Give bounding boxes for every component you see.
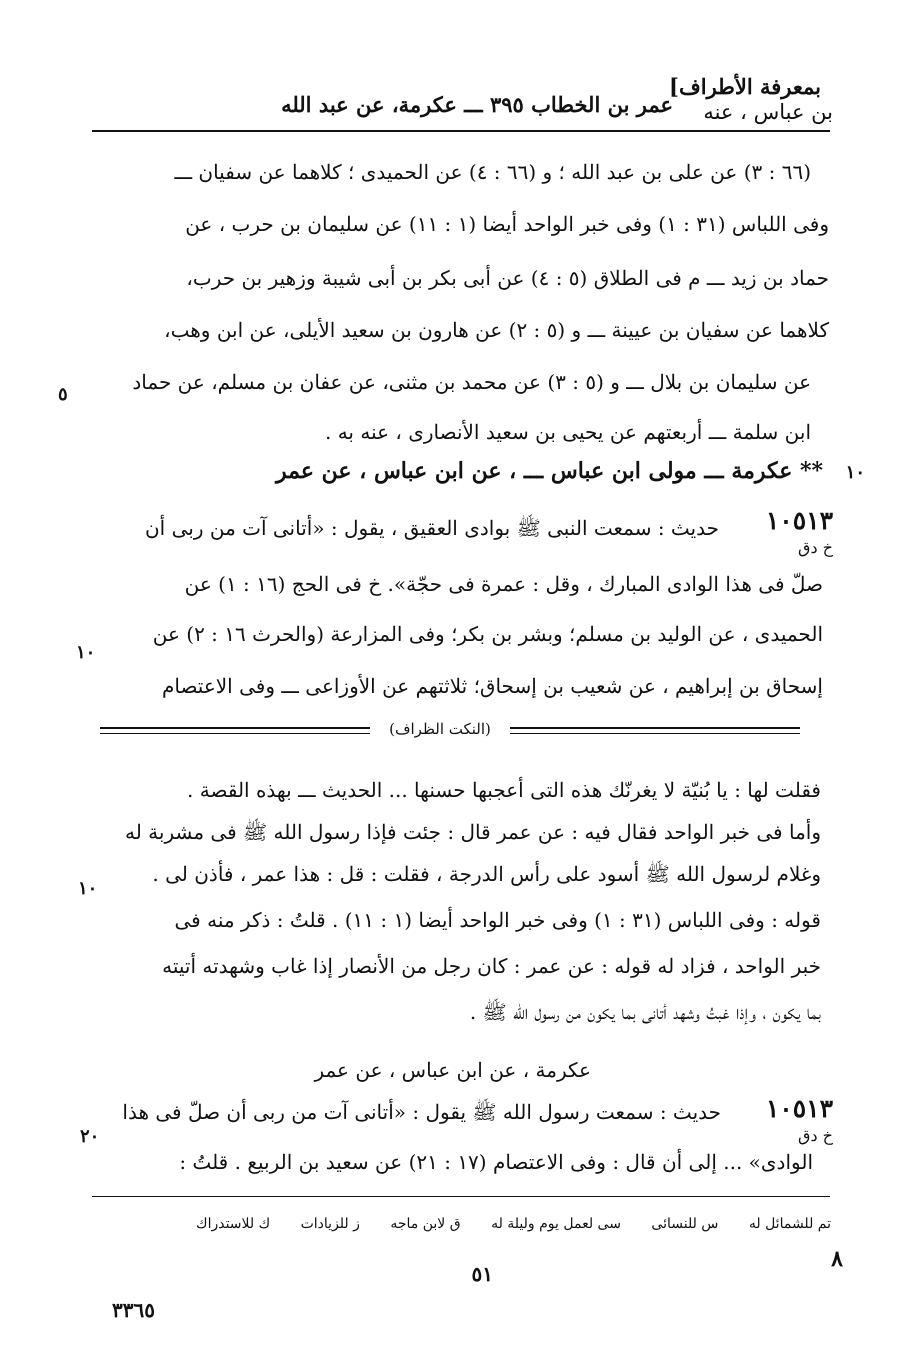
main-text-line: كلاهما عن سفيان بن عيينة ـــ و (٥ : ٢) عن هارون بن سعيد الأيلى، عن ابن وهب، [164, 318, 829, 342]
hadith-text-line: الوادى» ... إلى أن قال : وفى الاعتصام (١٧ : ٢١) عن سعيد بن الربيع . قلتُ : [179, 1150, 813, 1174]
abbr-item: ز للزيادات [300, 1216, 360, 1232]
page-number: ٥١ [471, 1262, 493, 1286]
note-text-line: وغلام لرسول الله ﷺ أسود على رأس الدرجة ، فقلت : قل : هذا عمر ، فأذن لى . [152, 862, 821, 886]
abbr-item: ق لابن ماجه [390, 1216, 461, 1232]
main-text-line: ابن سلمة ـــ أربعتهم عن يحيى بن سعيد الأنصارى ، عنه به . [324, 420, 811, 444]
note-text-line: بما يكون ، وإذا غبتُ وشهد أتانى بما يكون من رسول الله ﷺ . [469, 1000, 821, 1024]
abbreviation-legend [170, 1216, 831, 1233]
section-heading: ** عكرمة ـــ مولى ابن عباس ـــ ، عن ابن عباس ، عن عمر [276, 458, 823, 484]
hadith-number: ١٠٥١٣ [765, 1094, 833, 1123]
header-rule [92, 130, 830, 132]
hadith-codes: خ دق [798, 1126, 833, 1145]
hadith-number: ١٠٥١٣ [765, 506, 833, 535]
margin-line-number: ١٠ [845, 462, 865, 483]
main-text-line: عن سليمان بن بلال ـــ و (٥ : ٣) عن محمد بن مثنى، عن عفان بن مسلم، عن حماد [132, 370, 811, 394]
margin-line-number: ٢٠ [80, 1126, 100, 1147]
margin-line-number: ١٠ [78, 878, 98, 899]
note-text-line: قوله : وفى اللباس (٣١ : ١) وفى خبر الواحد أيضا (١ : ١١) . قلتُ : ذكر منه فى [174, 908, 821, 932]
volume-number: ٨ [831, 1246, 843, 1272]
footer-code: ٣٣٦٥ [112, 1298, 155, 1322]
footer-rule [92, 1196, 830, 1197]
hadith-text-line: حديث : سمعت رسول الله ﷺ يقول : «أتانى آت من ربى أن صلّ فى هذا [122, 1100, 721, 1124]
main-text-line: حماد بن زيد ـــ م فى الطلاق (٥ : ٤) عن أبى بكر بن أبى شيبة وزهير بن حرب، [186, 266, 829, 290]
hadith-text-line: حديث : سمعت النبى ﷺ بوادى العقيق ، يقول : «أتانى آت من ربى أن [144, 516, 719, 540]
abbr-item: تم للشمائل له [748, 1216, 831, 1232]
margin-line-number: ٥ [58, 384, 68, 405]
abbr-item: ك للاستدراك [196, 1216, 271, 1232]
abbr-item: س للنسائى [651, 1216, 719, 1232]
nukat-divider-label: (النكت الظراف) [370, 716, 510, 742]
margin-line-number: ١٠ [76, 642, 96, 663]
hadith-text-line: صلّ فى هذا الوادى المبارك ، وقل : عمرة فى حجّة». خ فى الحج (١٦ : ١) عن [184, 572, 823, 596]
header-book-title: بمعرفة الأطراف] [669, 74, 821, 99]
main-text-line: (٦٦ : ٣) عن على بن عبد الله ؛ و (٦٦ : ٤) عن الحميدى ؛ كلاهما عن سفيان ـــ [174, 160, 811, 184]
hadith-text-line: إسحاق بن إبراهيم ، عن شعيب بن إسحاق؛ ثلاثتهم عن الأوزاعى ـــ وفى الاعتصام [161, 674, 823, 698]
note-text-line: خبر الواحد ، فزاد له قوله : عن عمر : كان رجل من الأنصار إذا غاب وشهدته أتيته [162, 954, 821, 978]
main-text-line: وفى اللباس (٣١ : ١) وفى خبر الواحد أيضا (١ : ١١) عن سليمان بن حرب ، عن [185, 212, 829, 236]
note-text-line: فقلت لها : يا بُنيّة لا يغرنّك هذه التى أعجبها حسنها ... الحديث ـــ بهذه القصة . [187, 778, 821, 802]
section-heading: عكرمة ، عن ابن عباس ، عن عمر [314, 1058, 591, 1082]
hadith-text-line: الحميدى ، عن الوليد بن مسلم؛ وبشر بن بكر؛ وفى المزارعة (والحرث ١٦ : ٢) عن [152, 622, 823, 646]
header-book-title-continued: بن عباس ، عنه [703, 100, 833, 124]
note-text-line: وأما فى خبر الواحد فقال فيه : عن عمر قال : جئت فإذا رسول الله ﷺ فى مشربة له [124, 820, 821, 844]
hadith-codes: خ دق [798, 538, 833, 557]
header-entry-title: عمر بن الخطاب ٣٩٥ ـــ عكرمة، عن عبد الله [281, 92, 673, 117]
abbr-item: سى لعمل يوم وليلة له [491, 1216, 621, 1232]
